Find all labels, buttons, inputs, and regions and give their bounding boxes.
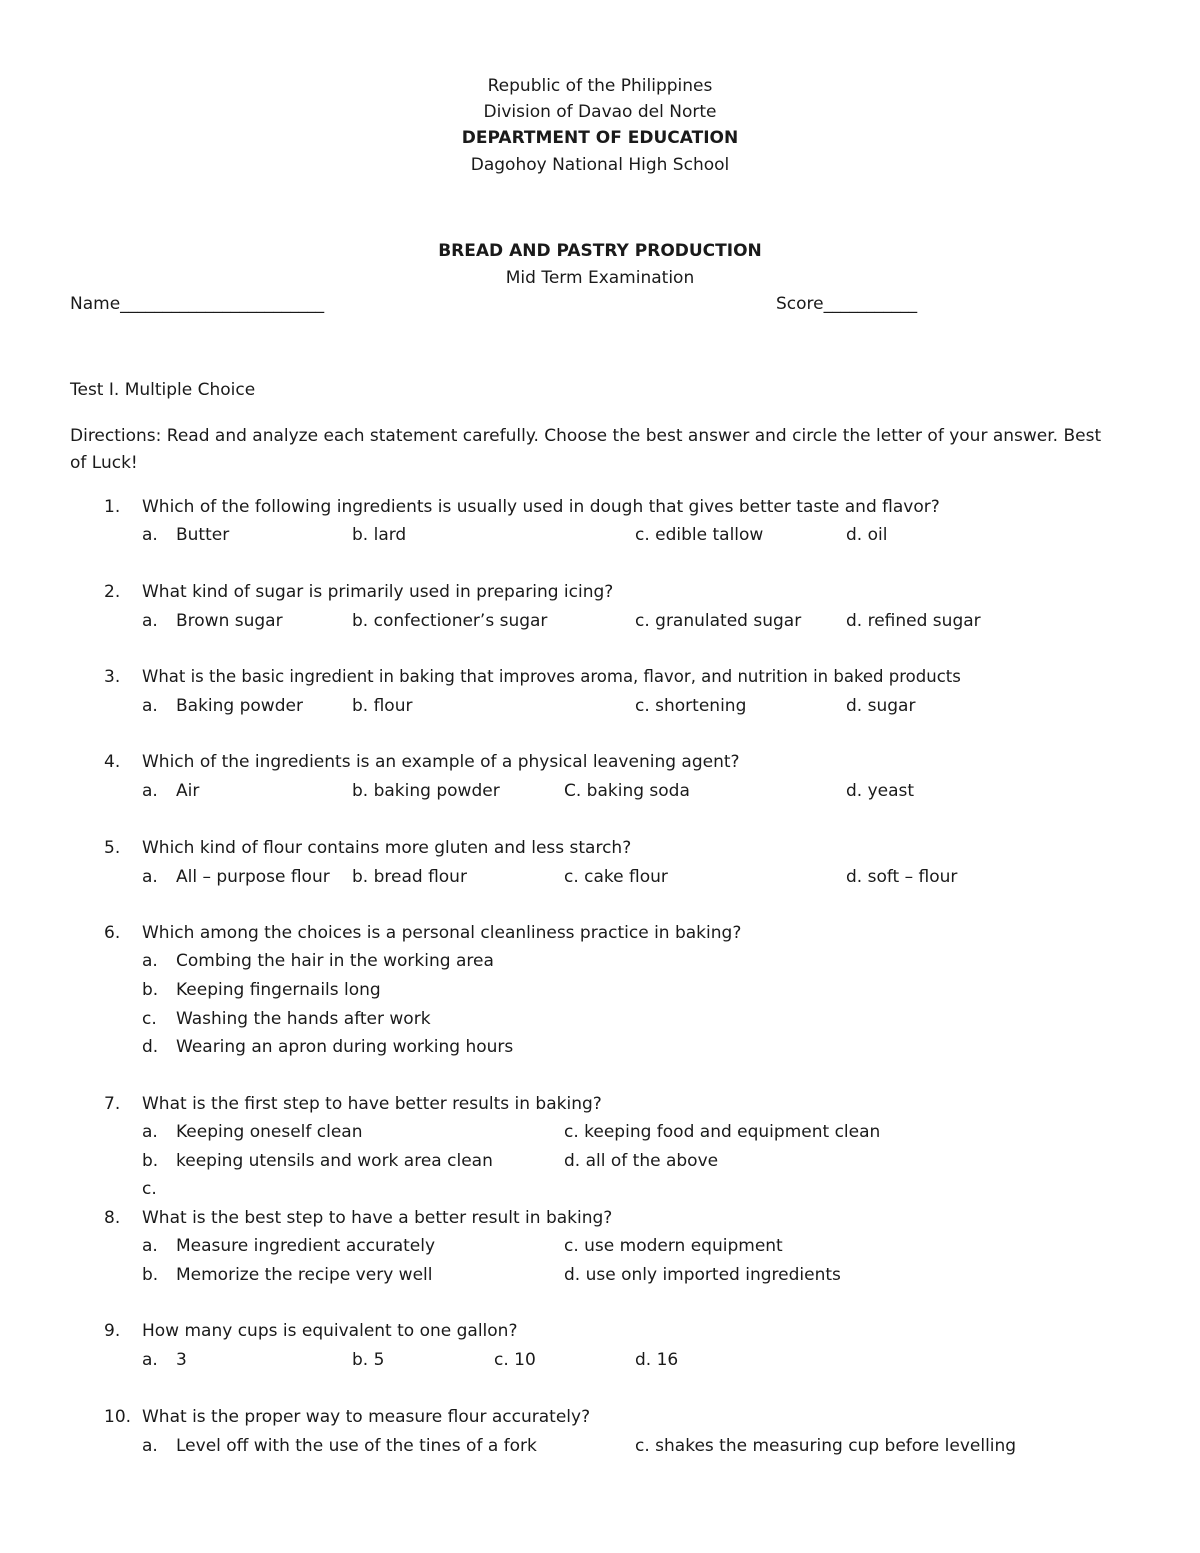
question-number: 6.: [104, 923, 121, 943]
header-republic: Republic of the Philippines: [487, 76, 713, 96]
choice-d[interactable]: d. refined sugar: [846, 611, 981, 631]
choice-letter[interactable]: a.: [142, 1350, 158, 1370]
choice-d[interactable]: d. 16: [635, 1350, 679, 1370]
choice-letter[interactable]: a.: [142, 696, 158, 716]
choice-c[interactable]: C. baking soda: [564, 781, 690, 801]
choice-c[interactable]: c. edible tallow: [635, 525, 764, 545]
test-title: Test I. Multiple Choice: [70, 380, 256, 400]
choice-letter[interactable]: a.: [142, 781, 158, 801]
choice-letter[interactable]: b.: [142, 1151, 159, 1171]
choice-a[interactable]: Measure ingredient accurately: [176, 1236, 436, 1256]
choice-letter[interactable]: a.: [142, 611, 158, 631]
question-text: What is the best step to have a better result in baking?: [142, 1208, 613, 1228]
choice-letter[interactable]: a.: [142, 1122, 158, 1142]
choice-d[interactable]: d. sugar: [846, 696, 916, 716]
choice-b[interactable]: b. bread flour: [352, 867, 467, 887]
choice-letter[interactable]: a.: [142, 1436, 158, 1456]
choice-b[interactable]: Keeping fingernails long: [176, 980, 381, 1000]
choice-c[interactable]: c. cake flour: [564, 867, 668, 887]
choice-a[interactable]: All – purpose flour: [176, 867, 330, 887]
choice-c[interactable]: c. use modern equipment: [564, 1236, 783, 1256]
question-number: 1.: [104, 497, 121, 517]
choice-d[interactable]: Wearing an apron during working hours: [176, 1037, 514, 1057]
choice-letter[interactable]: a.: [142, 867, 158, 887]
question-text: Which among the choices is a personal cleanliness practice in baking?: [142, 923, 742, 943]
choice-b[interactable]: b. baking powder: [352, 781, 500, 801]
choice-a[interactable]: 3: [176, 1350, 187, 1370]
question-text: What is the first step to have better results in baking?: [142, 1094, 602, 1114]
name-field[interactable]: Name________________________: [70, 294, 325, 314]
exam-subject: BREAD AND PASTRY PRODUCTION: [438, 241, 762, 261]
question-text: Which kind of flour contains more gluten and less starch?: [142, 838, 632, 858]
question-text: Which of the following ingredients is usually used in dough that gives better taste and flavor?: [142, 497, 940, 517]
choice-letter[interactable]: d.: [142, 1037, 159, 1057]
choice-letter[interactable]: c.: [142, 1009, 157, 1029]
choice-c[interactable]: c. shortening: [635, 696, 747, 716]
header-department: DEPARTMENT OF EDUCATION: [461, 128, 739, 148]
choice-letter[interactable]: a.: [142, 951, 158, 971]
choice-a[interactable]: Brown sugar: [176, 611, 283, 631]
choice-c[interactable]: Washing the hands after work: [176, 1009, 431, 1029]
question-number: 8.: [104, 1208, 121, 1228]
choice-d[interactable]: d. soft – flour: [846, 867, 958, 887]
choice-d[interactable]: d. yeast: [846, 781, 915, 801]
choice-letter[interactable]: a.: [142, 525, 158, 545]
question-number: 7.: [104, 1094, 121, 1114]
question-number: 5.: [104, 838, 121, 858]
question-number: 2.: [104, 582, 121, 602]
question-text: What kind of sugar is primarily used in preparing icing?: [142, 582, 614, 602]
question-text: What is the proper way to measure flour accurately?: [142, 1407, 591, 1427]
choice-c[interactable]: c. 10: [494, 1350, 536, 1370]
choice-b[interactable]: b. confectioner’s sugar: [352, 611, 548, 631]
choice-a[interactable]: Combing the hair in the working area: [176, 951, 494, 971]
question-number: 3.: [104, 667, 121, 687]
choice-d[interactable]: d. all of the above: [564, 1151, 719, 1171]
choice-b[interactable]: b. lard: [352, 525, 407, 545]
directions-line-2: of Luck!: [70, 453, 138, 473]
choice-letter[interactable]: b.: [142, 1265, 159, 1285]
directions-line-1: Directions: Read and analyze each statement carefully. Choose the best answer and circle the letter of your answer. Best: [70, 426, 1102, 446]
choice-letter[interactable]: b.: [142, 980, 159, 1000]
choice-b[interactable]: b. 5: [352, 1350, 385, 1370]
score-field[interactable]: Score___________: [776, 294, 918, 314]
question-text: Which of the ingredients is an example of a physical leavening agent?: [142, 752, 740, 772]
question-text: What is the basic ingredient in baking that improves aroma, flavor, and nutrition in baked products: [142, 667, 961, 686]
choice-b[interactable]: Memorize the recipe very well: [176, 1265, 433, 1285]
choice-c[interactable]: c. keeping food and equipment clean: [564, 1122, 881, 1142]
choice-letter[interactable]: a.: [142, 1236, 158, 1256]
choice-a[interactable]: Butter: [176, 525, 230, 545]
choice-a[interactable]: Air: [176, 781, 200, 801]
choice-d[interactable]: d. use only imported ingredients: [564, 1265, 841, 1285]
question-number: 9.: [104, 1321, 121, 1341]
choice-b[interactable]: b. flour: [352, 696, 413, 716]
choice-b[interactable]: keeping utensils and work area clean: [176, 1151, 493, 1171]
header-division: Division of Davao del Norte: [483, 102, 717, 122]
question-number: 4.: [104, 752, 121, 772]
choice-letter[interactable]: c.: [142, 1179, 157, 1199]
choice-a[interactable]: Level off with the use of the tines of a fork: [176, 1436, 537, 1456]
header-school: Dagohoy National High School: [470, 155, 730, 175]
choice-c[interactable]: c. shakes the measuring cup before levelling: [635, 1436, 1017, 1456]
choice-a[interactable]: Baking powder: [176, 696, 303, 716]
choice-d[interactable]: d. oil: [846, 525, 888, 545]
choice-a[interactable]: Keeping oneself clean: [176, 1122, 363, 1142]
exam-term: Mid Term Examination: [505, 268, 695, 288]
question-text: How many cups is equivalent to one gallon?: [142, 1321, 518, 1341]
question-number: 10.: [104, 1407, 132, 1427]
choice-c[interactable]: c. granulated sugar: [635, 611, 802, 631]
